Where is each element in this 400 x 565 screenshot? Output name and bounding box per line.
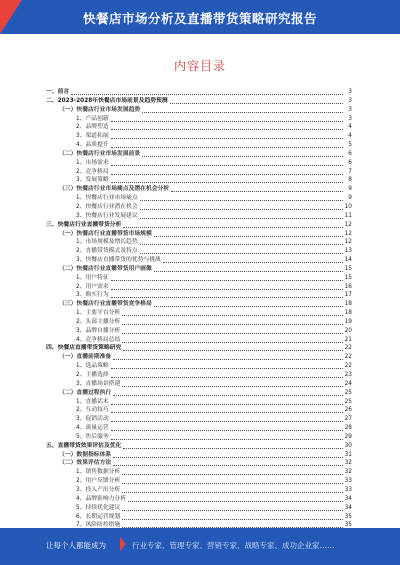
toc-leader-dots [140,247,343,254]
toc-entry[interactable] [46,230,352,239]
toc-entry-text: 4、竞争格局总结 [76,336,121,343]
toc-leader-dots [140,194,343,201]
toc-entry-text: 3、快餐店直播带货的优势与挑战 [76,257,161,264]
toc-leader-dots [122,336,343,343]
toc-page-number: 20 [344,327,352,334]
toc-entry-text: 三、快餐店行业直播带货分析 [46,221,122,228]
toc-entry-text: 2、直播带货模式及特点 [76,248,138,255]
toc-leader-dots [122,486,343,493]
toc-page-number: 22 [344,354,352,361]
toc-page-number: 4 [348,124,352,131]
toc-entry-text: 3、快餐店行业发展建议 [76,212,138,219]
toc-leader-dots [111,159,343,166]
toc-entry[interactable] [46,433,352,442]
toc-leader-dots [140,238,343,245]
toc-page-number: 29 [344,433,352,440]
toc-page-number: 7 [348,168,352,175]
toc-page-number: 4 [348,133,352,140]
toc-entry-text: 2、互动技巧 [76,407,109,414]
toc-leader-dots [111,176,343,183]
toc-leader-dots [111,433,343,440]
toc-entry-text: 3、投入产出分析 [76,486,121,493]
toc-page-number: 35 [344,522,352,529]
toc-page-number: 9 [348,186,352,193]
toc-page-number: 8 [348,177,352,184]
toc-entry-text: 4、品牌影响力分析 [76,495,127,502]
toc-page-number: 25 [344,389,352,396]
toc-leader-dots [122,468,343,475]
toc-entry[interactable] [46,115,352,124]
toc-entry[interactable] [46,274,352,283]
toc-entry[interactable] [46,371,352,380]
toc-leader-dots [111,141,343,148]
toc-entry-text: 3、渠道拓展 [76,133,109,140]
toc-leader-dots [122,318,343,325]
toc-leader-dots [111,168,343,175]
toc-page-number: 24 [344,380,352,387]
toc-page-number: 15 [344,274,352,281]
toc-entry[interactable] [46,486,352,495]
toc-entry-text: 2、头部主播分析 [76,318,121,325]
toc-entry[interactable] [46,344,352,353]
footer-right-text: 行业专家、管理专家、营销专家、战略专家、成功企业家…… [132,541,335,550]
toc-entry-text: 1、市场规模及增长趋势 [76,239,138,246]
toc-entry-text: 6、长期运营规划 [76,513,121,520]
toc-entry[interactable] [46,97,352,106]
toc-entry-text: 5、持续优化建议 [76,504,121,511]
toc-entry[interactable] [46,132,352,141]
toc-leader-dots [111,424,343,431]
toc-entry-text: 1、快餐店行业市场痛点 [76,195,138,202]
toc-entry-text: 二、2023-2028年快餐店市场前景及趋势预测 [46,97,168,104]
toc-entry-text: 7、风险防控措施 [76,522,121,529]
toc-entry[interactable] [46,185,352,194]
toc-entry[interactable] [46,415,352,424]
toc-leader-dots [163,256,343,263]
toc-leader-dots [123,442,343,449]
toc-leader-dots [122,327,343,334]
toc-entry[interactable] [46,150,352,159]
toc-page-number: 10 [344,203,352,210]
toc-page-number: 33 [344,486,352,493]
toc-entry-text: 1、主要平台分析 [76,310,121,317]
toc-entry[interactable] [46,424,352,433]
toc-page-number: 9 [348,195,352,202]
toc-entry[interactable] [46,362,352,371]
toc-entry-text: 4、流量运营 [76,425,109,432]
toc-leader-dots [71,88,343,95]
toc-entry[interactable] [46,504,352,513]
toc-page-number: 31 [344,451,352,458]
toc-entry[interactable] [46,194,352,203]
toc-entry[interactable] [46,159,352,168]
toc-entry[interactable] [46,442,352,451]
toc-entry-text: 2、用户需求 [76,283,109,290]
toc-page-number: 17 [344,292,352,299]
toc-entry-text: 1、市场需求 [76,159,109,166]
toc-page-number: 18 [344,301,352,308]
toc-entry[interactable] [46,318,352,327]
footer-left-text: 让每个人都能成为 [46,541,106,550]
toc-page-number: 14 [344,257,352,264]
toc-entry-text: 四、快餐店直播带货策略研究 [46,345,122,352]
toc-entry-text: （二）快餐店行业市场发展前景 [59,150,141,157]
toc-entry[interactable] [46,247,352,256]
toc-leader-dots [122,513,343,520]
toc-entry-text: 1、用户特征 [76,274,109,281]
toc-leader-dots [113,353,343,360]
toc-leader-dots [142,150,343,157]
toc-page-number: 28 [344,425,352,432]
toc-entry-text: 1、直播话术 [76,398,109,405]
toc-entry-text: 1、产品创新 [76,115,109,122]
toc-entry-text: 4、品质提升 [76,142,109,149]
toc-entry-text: 一、前言 [46,89,70,95]
toc-leader-dots [113,451,343,458]
toc-page-number: 15 [344,265,352,272]
toc-leader-dots [111,274,343,281]
toc-entry-text: （二）快餐店行业直播带货用户画像 [59,265,152,272]
toc-entry[interactable] [46,106,352,115]
toc-entry-text: （二）效果评估方法 [59,460,112,467]
toc-leader-dots [122,380,343,387]
toc-page-number: 12 [344,230,352,237]
toc-page-number: 6 [348,150,352,157]
toc-leader-dots [111,398,343,405]
toc-leader-dots [111,415,343,422]
toc-leader-dots [140,212,343,219]
toc-page-number: 5 [348,142,352,149]
toc-page-number: 19 [344,318,352,325]
toc-entry-text: （二）直播过程执行 [59,389,112,396]
toc-entry[interactable] [46,495,352,504]
toc-entry-text: 3、品牌自播分析 [76,327,121,334]
toc-entry[interactable] [46,238,352,247]
toc-entry[interactable] [46,451,352,460]
toc-page-number: 3 [348,115,352,122]
toc-entry[interactable] [46,168,352,177]
toc-page-number: 12 [344,239,352,246]
toc-entry-text: （一）快餐店行业市场发展趋势 [59,106,141,113]
toc-page-number: 18 [344,310,352,317]
toc-entry-text: 2、快餐店行业潜在机会 [76,203,138,210]
toc-entry-text: （一）快餐店行业直播带货市场规模 [59,230,152,237]
toc-entry[interactable] [46,309,352,318]
toc-entry-text: 五、直播带货效果评估及优化 [46,442,122,449]
toc-entry-text: 2、主播选择 [76,372,109,378]
toc-leader-dots [122,504,343,511]
toc-page-number: 3 [348,89,352,95]
toc-leader-dots [140,203,343,210]
toc-leader-dots [111,371,343,378]
toc-page-number: 6 [348,159,352,166]
toc-entry[interactable] [46,203,352,212]
toc-page-number: 25 [344,398,352,405]
toc-entry-text: 3、直播场景搭建 [76,380,121,387]
toc-page-number: 30 [344,442,352,449]
toc-entry[interactable] [46,336,352,345]
toc-entry-text: （三）快餐店行业市场痛点及潜在机会分析 [59,186,170,193]
toc-leader-dots [123,344,343,351]
toc-leader-dots [171,185,343,192]
toc-entry-text: 5、售后服务 [76,433,109,440]
toc-entry[interactable] [46,327,352,336]
toc-entry-text: 2、用户反馈分析 [76,478,121,485]
toc-entry[interactable] [46,265,352,274]
page-header [0,0,400,34]
footer-arrow-icon [120,537,126,551]
toc-leader-dots [142,106,343,113]
toc-page-number: 33 [344,478,352,485]
toc-entry-text: 3、发展策略 [76,177,109,184]
toc-entry[interactable] [46,353,352,362]
toc-title: 内容目录 [173,59,226,73]
table-of-contents [46,88,352,539]
toc-entry[interactable] [46,459,352,468]
toc-page-number: 11 [344,212,352,219]
toc-leader-dots [113,459,343,466]
toc-leader-dots [111,406,343,413]
toc-leader-dots [111,115,343,122]
toc-leader-dots [111,362,343,369]
toc-page-number: 32 [344,469,352,476]
toc-entry[interactable] [46,477,352,486]
toc-page-number: 13 [344,248,352,255]
toc-entry[interactable] [46,291,352,300]
toc-leader-dots [111,283,343,290]
toc-entry[interactable] [46,88,352,97]
toc-entry[interactable] [46,221,352,230]
toc-page-number: 3 [348,106,352,113]
toc-entry-text: 1、销售数据分析 [76,469,121,476]
toc-entry-text: 1、选品策略 [76,363,109,370]
toc-page-number: 3 [348,97,352,104]
toc-entry[interactable] [46,256,352,265]
toc-leader-dots [113,389,343,396]
toc-entry[interactable] [46,468,352,477]
toc-leader-dots [111,132,343,139]
toc-leader-dots [111,291,343,298]
toc-page-number: 26 [344,407,352,414]
toc-page-number: 21 [344,336,352,343]
header-title: 快餐店市场分析及直播带货策略研究报告 [82,11,317,26]
toc-leader-dots [154,265,343,272]
toc-page-number: 35 [344,513,352,520]
toc-leader-dots [128,495,343,502]
toc-entry[interactable] [46,513,352,522]
toc-entry[interactable] [46,398,352,407]
toc-entry-text: （一）直播前期准备 [59,354,112,361]
toc-entry-text: （三）快餐店行业直播带货竞争格局 [59,301,152,308]
toc-page-number: 32 [344,460,352,467]
toc-entry[interactable] [46,212,352,221]
toc-page-number: 23 [344,372,352,378]
toc-page-number: 22 [344,363,352,370]
toc-leader-dots [111,123,343,130]
toc-entry[interactable] [46,176,352,185]
toc-entry-text: 3、购买行为 [76,292,109,299]
toc-leader-dots [123,221,343,228]
page-footer [0,528,400,565]
toc-entry[interactable] [46,123,352,132]
toc-leader-dots [170,97,343,104]
toc-page-number: 34 [344,495,352,502]
toc-entry[interactable] [46,389,352,398]
toc-leader-dots [122,309,343,316]
toc-page-number: 16 [344,283,352,290]
toc-entry-text: 3、促销活动 [76,416,109,423]
toc-leader-dots [154,300,343,307]
toc-entry-text: 2、品牌塑造 [76,124,109,131]
toc-entry[interactable] [46,380,352,389]
toc-leader-dots [122,477,343,484]
toc-page-number: 27 [344,416,352,423]
toc-page-number: 34 [344,504,352,511]
toc-page-number: 22 [344,345,352,352]
toc-page-number: 12 [344,221,352,228]
toc-entry-text: （一）数据指标体系 [59,451,112,458]
toc-entry[interactable] [46,300,352,309]
toc-leader-dots [154,230,343,237]
toc-entry[interactable] [46,406,352,415]
toc-entry[interactable] [46,141,352,150]
toc-entry[interactable] [46,283,352,292]
toc-entry-text: 2、竞争格局 [76,168,109,175]
